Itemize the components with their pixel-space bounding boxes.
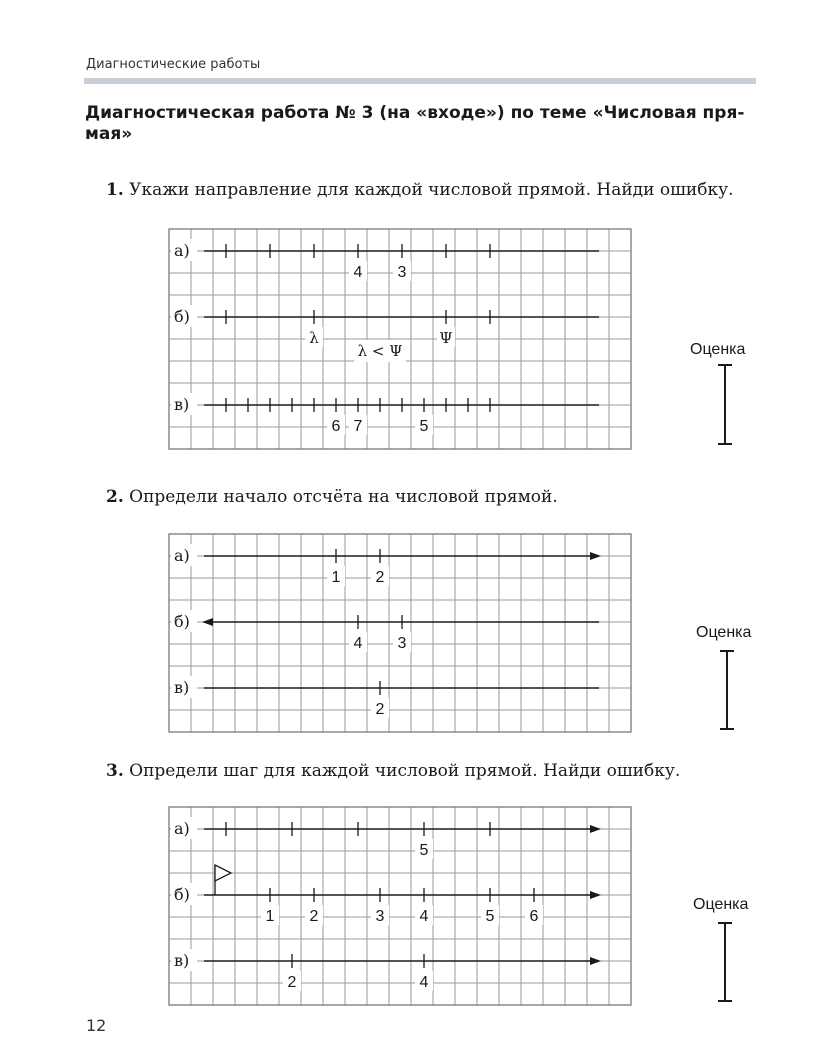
arrow-left-icon [202, 618, 213, 626]
grid-border [169, 807, 631, 1005]
tick-label: 1 [265, 908, 275, 925]
task-3-text [106, 761, 680, 781]
tick-label: 6 [331, 418, 341, 435]
comparison-note: λ < Ψ [357, 342, 403, 360]
tick-label: 4 [419, 974, 429, 991]
task-2-number: 2. [106, 487, 124, 507]
task-3-grade-bar[interactable] [718, 922, 732, 1002]
tick-label: 2 [375, 701, 385, 718]
row-letter: а) [174, 546, 190, 565]
tick-label: λ [309, 329, 319, 347]
tick-label: 3 [375, 908, 385, 925]
task-2-text [106, 487, 558, 507]
running-header: Диагностические работы [86, 57, 261, 72]
grid-lines [169, 807, 631, 1005]
task-3-grid [168, 806, 632, 1006]
flag-icon [215, 865, 231, 881]
arrow-right-icon [590, 825, 601, 833]
task-2-grid [168, 533, 632, 733]
tick-label: Ψ [439, 329, 453, 347]
tick-label: 4 [353, 635, 363, 652]
header-rule [84, 78, 756, 84]
row-letter: а) [174, 819, 190, 838]
tick-label: 1 [331, 569, 341, 586]
task-1-grid [168, 228, 632, 450]
task-2-instruction: Определи начало отсчёта на числовой прямой. [129, 487, 558, 507]
tick-label: 6 [529, 908, 539, 925]
grid-lines [169, 534, 631, 732]
row-letter: б) [174, 307, 190, 326]
task-2-grade-bar[interactable] [720, 650, 734, 730]
tick-label: 5 [485, 908, 495, 925]
row-letter: б) [174, 612, 190, 631]
task-3-grade-label: Оценка [693, 896, 749, 913]
tick-label: 3 [397, 264, 407, 281]
task-1-grade-label: Оценка [690, 341, 746, 358]
task-3-instruction: Определи шаг для каждой числовой прямой. Найди ошибку. [129, 761, 681, 781]
row-letter: б) [174, 885, 190, 904]
tick-label: 2 [375, 569, 385, 586]
tick-label: 7 [353, 418, 363, 435]
tick-label: 2 [287, 974, 297, 991]
arrow-right-icon [590, 957, 601, 965]
tick-label: 4 [353, 264, 363, 281]
grid-lines [169, 229, 631, 449]
row-letter: в) [174, 678, 190, 697]
arrow-right-icon [590, 891, 601, 899]
task-1-number: 1. [106, 180, 124, 200]
row-letter: в) [174, 395, 190, 414]
tick-label: 5 [419, 842, 429, 859]
task-1-grade-bar[interactable] [718, 364, 732, 445]
row-letter: а) [174, 241, 190, 260]
row-letter: в) [174, 951, 190, 970]
arrow-right-icon [590, 552, 601, 560]
tick-label: 5 [419, 418, 429, 435]
page-number: 12 [86, 1016, 107, 1035]
tick-label: 2 [309, 908, 319, 925]
tick-label: 4 [419, 908, 429, 925]
task-3-number: 3. [106, 761, 124, 781]
task-1-instruction: Укажи направление для каждой числовой прямой. Найди ошибку. [129, 180, 734, 200]
tick-label: 3 [397, 635, 407, 652]
task-1-text [106, 180, 734, 200]
task-2-grade-label: Оценка [696, 624, 752, 641]
work-title: Диагностическая работа № 3 (на «входе») по теме «Числовая прямая» [85, 103, 745, 144]
